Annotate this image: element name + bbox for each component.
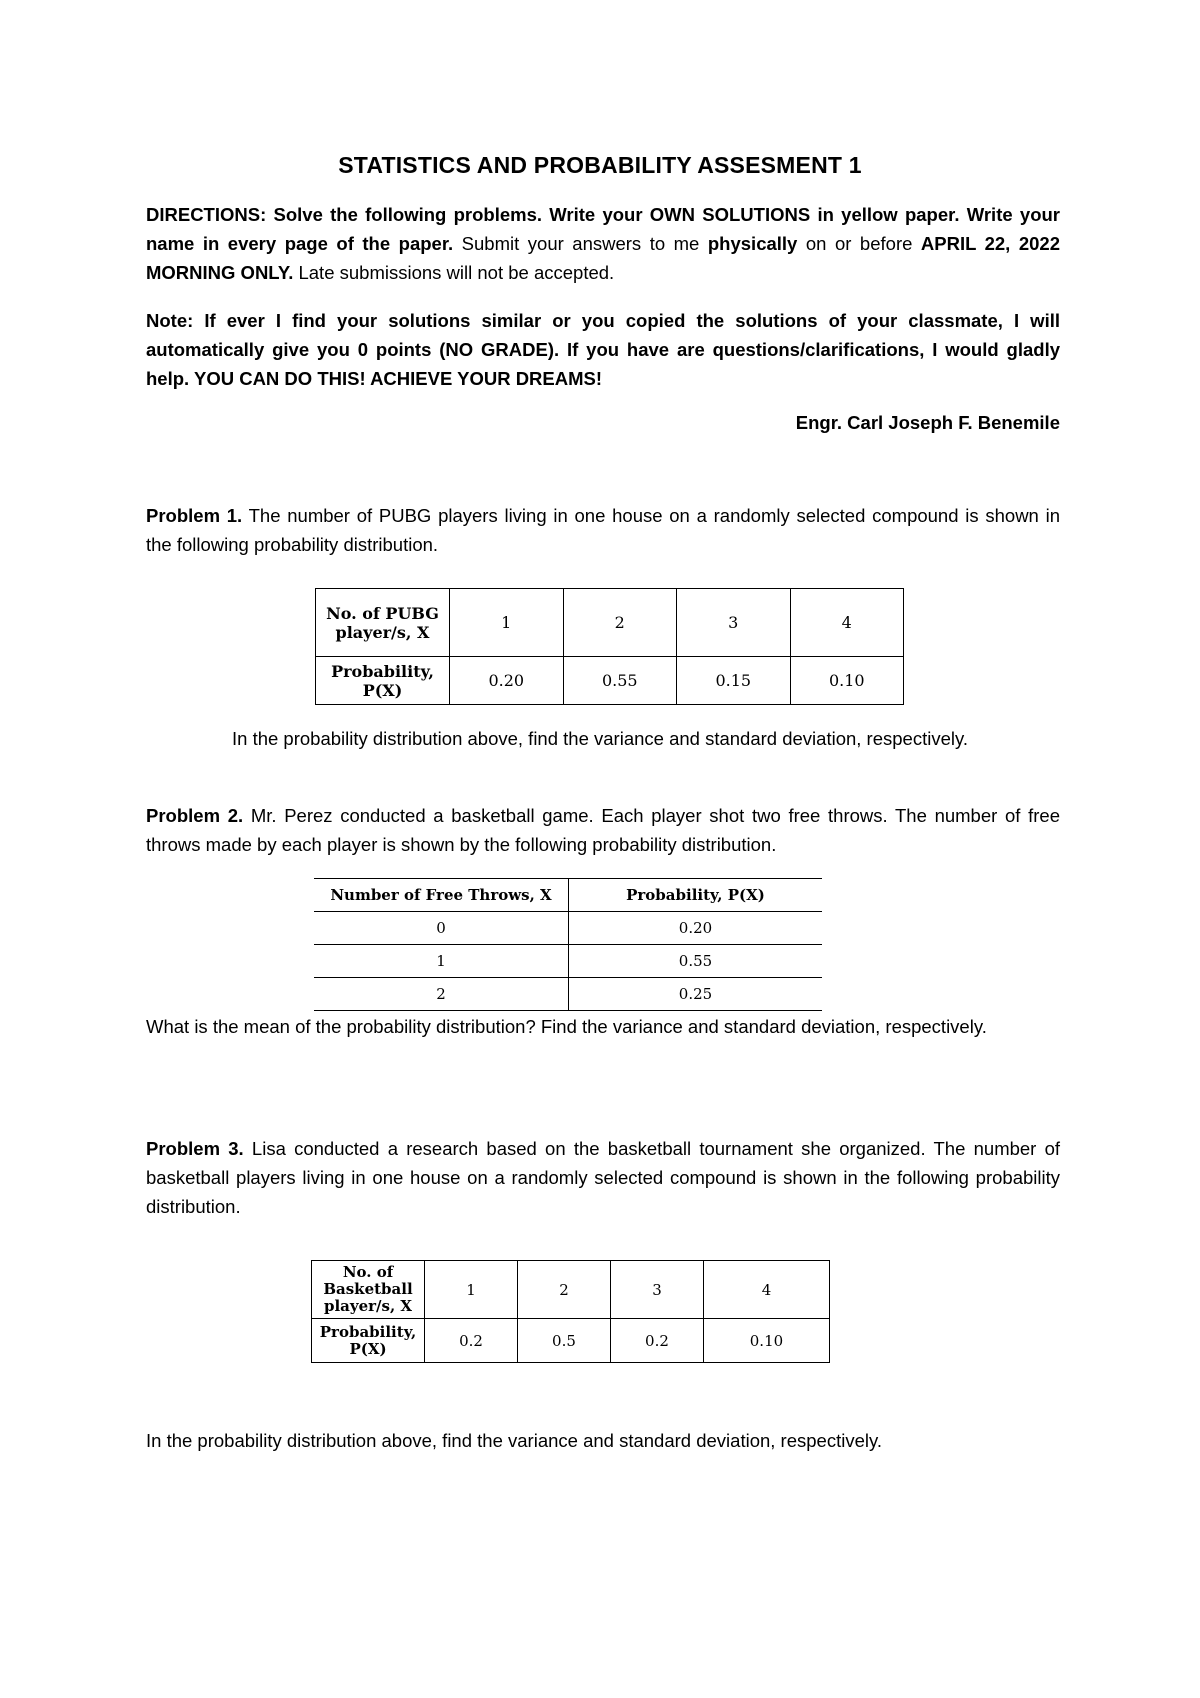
problem-3-description: Lisa conducted a research based on the basketball tournament she organized. The number of basketball players living in one house on a randomly selected compound is shown in the following probability distribution.: [146, 1138, 1060, 1217]
directions-bold-3: APRIL 22, 2022 MORNING ONLY.: [146, 233, 1061, 283]
p2-p-cell: 0.55: [569, 945, 823, 978]
directions-bold-2: physically: [707, 233, 798, 254]
problem-3-label: Problem 3.: [146, 1138, 244, 1159]
p3-p-cell: 0.10: [703, 1319, 829, 1363]
p1-x-cell: 2: [563, 589, 677, 657]
problem-1-description: The number of PUBG players living in one house on a randomly selected compound is shown in the following probability distribution.: [146, 505, 1060, 555]
p3-p-cell: 0.2: [425, 1319, 518, 1363]
p1-p-cell: 0.20: [450, 657, 564, 705]
signature: Engr. Carl Joseph F. Benemile: [795, 412, 1060, 433]
p3-p-cell: 0.5: [517, 1319, 610, 1363]
p1-x-cell: 1: [450, 589, 564, 657]
p1-row1-header: No. of PUBG player/s, X: [316, 589, 450, 657]
p2-p-cell: 0.25: [569, 978, 823, 1011]
directions-bold-1: Solve the following problems. Write your OWN SOLUTIONS in yellow paper. Write your name in every page of the paper.: [146, 204, 1060, 254]
p3-row2-header: Probability, P(X): [312, 1319, 425, 1363]
p1-p-cell: 0.15: [677, 657, 791, 705]
p2-col1-header: Number of Free Throws, X: [314, 879, 569, 912]
problem-2-description: Mr. Perez conducted a basketball game. Each player shot two free throws. The number of free throws made by each player is shown by the following probability distribution.: [146, 805, 1060, 855]
problem-2-label: Problem 2.: [146, 805, 244, 826]
problem-3-table: [311, 1260, 830, 1363]
problem-2-table: [314, 878, 822, 1011]
p1-p-cell: 0.10: [790, 657, 904, 705]
problem-1-text: [146, 501, 1060, 559]
problem-1-question: In the probability distribution above, find the variance and standard deviation, respectively.: [232, 728, 968, 749]
p1-row2-header: Probability, P(X): [316, 657, 450, 705]
note-paragraph: Note: If ever I find your solutions similar or you copied the solutions of your classmate, I will automatically give you 0 points (NO GRADE). If you have are questions/clarifications, I would gladly help. YOU CAN DO THIS! ACHIEVE YOUR DREAMS!: [146, 310, 1060, 389]
problem-1-label: Problem 1.: [146, 505, 243, 526]
p3-row1-header: No. of Basketball player/s, X: [312, 1261, 425, 1319]
p2-x-cell: 0: [314, 912, 569, 945]
problem-3-question: In the probability distribution above, find the variance and standard deviation, respectively.: [146, 1430, 882, 1451]
p2-p-cell: 0.20: [569, 912, 823, 945]
p3-x-cell: 4: [703, 1261, 829, 1319]
p1-x-cell: 3: [677, 589, 791, 657]
p3-x-cell: 2: [517, 1261, 610, 1319]
p3-x-cell: 3: [610, 1261, 703, 1319]
directions-text-2: on or before: [797, 233, 921, 254]
p2-col2-header: Probability, P(X): [569, 879, 823, 912]
p2-x-cell: 2: [314, 978, 569, 1011]
directions-text-1: Submit your answers to me: [453, 233, 708, 254]
problem-2-text: [146, 801, 1060, 859]
p1-p-cell: 0.55: [563, 657, 677, 705]
page-title: STATISTICS AND PROBABILITY ASSESMENT 1: [338, 152, 862, 178]
directions-paragraph: [146, 200, 1060, 287]
p1-x-cell: 4: [790, 589, 904, 657]
problem-2-question: What is the mean of the probability distribution? Find the variance and standard deviation, respectively.: [146, 1016, 987, 1037]
problem-1-table: [315, 588, 904, 705]
p2-x-cell: 1: [314, 945, 569, 978]
directions-text-3: Late submissions will not be accepted.: [293, 262, 615, 283]
p3-p-cell: 0.2: [610, 1319, 703, 1363]
problem-3-text: [146, 1134, 1060, 1221]
p3-x-cell: 1: [425, 1261, 518, 1319]
directions-label: DIRECTIONS:: [146, 204, 267, 225]
